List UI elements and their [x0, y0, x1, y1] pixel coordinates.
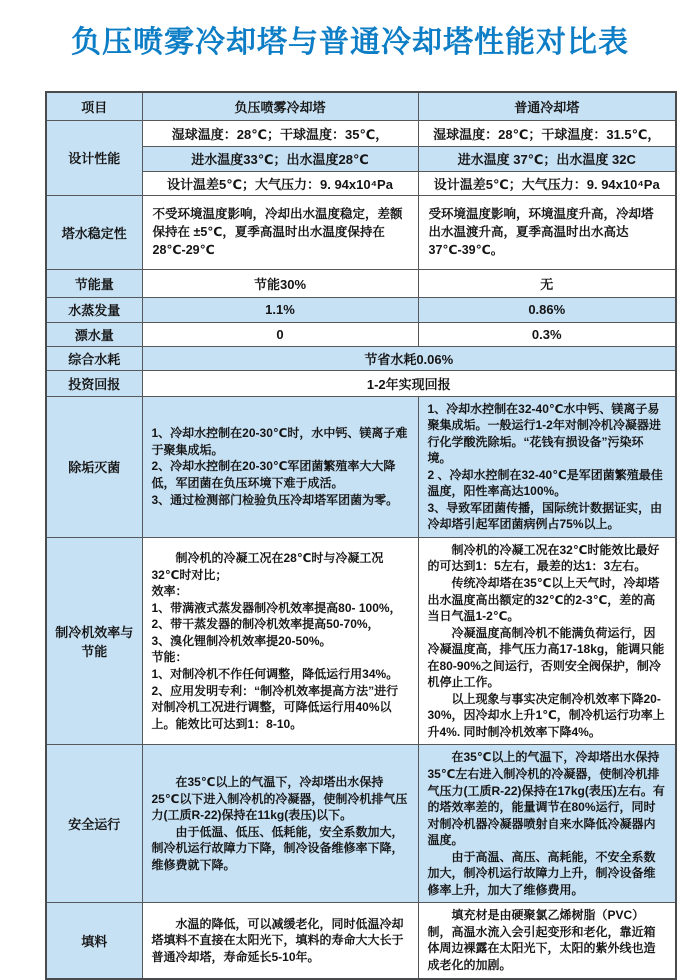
descaling-ord-item-2: 2 、冷却水控制在32-40℃是军团菌繁殖最佳温度，阳性率高达100%。 [427, 467, 663, 499]
efficiency-ord-para: 冷凝温度高制冷机不能满负荷运行，因冷凝温度高，排气压力高17-18kg，能调只能在80-90%之间运行，否则安全阀保护，制冷机停止工作。 [427, 625, 665, 690]
row-label-roi: 投资回报 [46, 370, 142, 396]
water-row [46, 346, 676, 370]
filler-ord-para: 填充材是由硬聚氯乙烯树脂（PVC）制，高温水流入会引起变形和老化，靠近箱体周边裸露在太阳光下，太阳的紫外线也造成老化的加剧。 [427, 908, 656, 972]
safety-neg-para: 在35℃以上的气温下，冷却塔出水保持25℃以下进入制冷机的冷凝器，使制冷机排气压力(工质R-22)保持在11kg(表压)以下。 [151, 775, 408, 823]
design-neg-inlet-outlet: 进水温度33℃；出水温度28℃ [142, 146, 418, 171]
descaling-ord-item-3: 3、导致军团菌传播，国际统计数据证实，由冷却塔引起军团菌病例占75%以上。 [427, 500, 663, 532]
efficiency-neg-para: 效率： [151, 584, 188, 599]
design-neg-pressure: 设计温差5℃；大气压力：9. 94x10⁴Pa [142, 171, 418, 195]
efficiency-ord-cell [418, 537, 676, 745]
efficiency-ord-para: 制冷机的冷凝工况在32℃时能效比最好的可达到1：5左右，最差的达1：3左右。 [427, 542, 660, 574]
descaling-neg-cell [142, 396, 418, 537]
descaling-neg-item-1: 1、冷却水控制在20-30℃时，水中钙、镁离子难于聚集成垢。 [151, 426, 408, 457]
row-label-energy: 节能量 [46, 269, 142, 297]
row-label-water: 综合水耗 [46, 346, 142, 370]
descaling-neg-item-2: 2、冷却水控制在20-30℃军团菌繁殖率大大降低，军团菌在负压环境下难于成活。 [151, 459, 396, 490]
design-neg-temps: 湿球温度：28℃；干球温度：35℃， [142, 120, 418, 146]
row-label-efficiency: 制冷机效率与节能 [46, 537, 142, 745]
row-label-descaling: 除垢灭菌 [46, 396, 142, 537]
filler-row [46, 903, 676, 979]
efficiency-neg-cell [142, 537, 418, 745]
safety-ord-cell [418, 745, 676, 903]
energy-neg-cell: 节能30% [142, 269, 418, 297]
header-item: 项目 [46, 92, 142, 120]
row-label-design-performance: 设计性能 [46, 120, 142, 195]
drift-ord-cell: 0.3% [418, 322, 676, 346]
roi-value-cell: 1-2年实现回报 [142, 370, 676, 396]
efficiency-neg-para: 2、应用发明专利：“制冷机效率提高方法”进行对制冷机工况进行调整，可降低运行用40%以上。能效比可达到1：8-10。 [151, 683, 399, 731]
design-ord-temps: 湿球温度：28℃；干球温度：31.5℃， [418, 120, 676, 146]
efficiency-neg-para: 制冷机的冷凝工况在28℃时与冷凝工况32℃时对比； [151, 551, 384, 582]
evaporation-ord-cell: 0.86% [418, 297, 676, 322]
comparison-table [45, 91, 677, 980]
water-value-cell: 节省水耗0.06% [142, 346, 676, 370]
design-ord-inlet-outlet: 进水温度 37℃；出水温度 32C [418, 146, 676, 171]
safety-neg-cell [142, 745, 418, 903]
evaporation-row [46, 297, 676, 322]
roi-row [46, 370, 676, 396]
page-title: 负压喷雾冷却塔与普通冷却塔性能对比表 [71, 26, 629, 59]
header-ordinary-tower: 普通冷却塔 [418, 92, 676, 120]
efficiency-neg-para: 节能： [151, 650, 188, 665]
row-label-evaporation: 水蒸发量 [46, 297, 142, 322]
safety-ord-para: 由于高温、高压、高耗能，不安全系数加大，制冷机运行故障力上升，制冷设备维修率上升，加大了维修费用。 [427, 849, 656, 897]
design-ord-pressure: 设计温差5℃；大气压力：9. 94x10⁴Pa [418, 171, 676, 195]
header-row [46, 92, 676, 120]
safety-row [46, 745, 676, 903]
descaling-ord-item-1: 1、冷却水控制在32-40℃水中钙、镁离子易聚集成垢。一般运行1-2年对制冷机冷凝器进行化学酸洗除垢。“花钱有损设备”污染环境。 [427, 401, 661, 466]
efficiency-ord-para: 传统冷却塔在35℃以上天气时，冷却塔出水温度高出额定的32℃的2-3℃，差的高当日气温1-2℃。 [427, 575, 660, 624]
evaporation-neg-cell: 1.1% [142, 297, 418, 322]
efficiency-neg-para: 3、溴化锂制冷机效率提20-50%。 [151, 633, 332, 648]
drift-neg-cell: 0 [142, 322, 418, 346]
safety-neg-para: 由于低温、低压、低耗能，安全系数加大，制冷机运行故障力下降，制冷设备维修率下降，维修费就下降。 [151, 824, 404, 872]
design-row-1 [46, 120, 676, 146]
row-label-stability: 塔水稳定性 [46, 195, 142, 269]
filler-neg-para: 水温的降低，可以减缓老化，同时低温冷却塔填料不直接在太阳光下，填料的寿命大大长于普通冷却塔，寿命延长5-10年。 [151, 916, 404, 964]
drift-row [46, 322, 676, 346]
safety-ord-para: 在35℃以上的气温下，冷却塔出水保持35℃左右进入制冷机的冷凝器，使制冷机排气压力(工质R-22)保持在17kg(表压)左右。有的塔效率差的，能量调节在80%运行，同时对制冷机器冷凝器喷射自来水降低冷凝器内温度。 [427, 750, 665, 848]
stability-row [46, 195, 676, 269]
row-label-safety: 安全运行 [46, 745, 142, 903]
energy-ord-cell: 无 [418, 269, 676, 297]
descaling-neg-item-3: 3、通过检测部门检验负压冷却塔军团菌为零。 [151, 492, 399, 507]
descaling-ord-cell [418, 396, 676, 537]
stability-ord-cell: 受环境温度影响，环境温度升高，冷却塔出水温渡升高，夏季高温时出水高达37℃-39℃。 [418, 195, 676, 269]
energy-row [46, 269, 676, 297]
efficiency-neg-para: 2、带干蒸发器的制冷机效率提高50-70%， [151, 617, 380, 632]
row-label-filler: 填料 [46, 903, 142, 979]
descaling-row [46, 396, 676, 537]
row-label-drift: 漂水量 [46, 322, 142, 346]
stability-neg-cell: 不受环境温度影响，冷却出水温度稳定，差额保持在 ±5℃，夏季高温时出水温度保持在28℃-29℃ [142, 195, 418, 269]
filler-neg-cell [142, 903, 418, 979]
header-negative-pressure-tower: 负压喷雾冷却塔 [142, 92, 418, 120]
efficiency-neg-para: 1、带满液式蒸发器制冷机效率提高80- 100%， [151, 600, 402, 615]
filler-ord-cell [418, 903, 676, 979]
efficiency-ord-para: 以上现象与事实决定制冷机效率下降20-30%，因冷却水上升1℃，制冷机运行功率上升4%. 同时制冷机效率下降4%。 [427, 691, 665, 739]
efficiency-neg-para: 1、对制冷机不作任何调整，降低运行用34%。 [151, 666, 399, 681]
efficiency-row [46, 537, 676, 745]
